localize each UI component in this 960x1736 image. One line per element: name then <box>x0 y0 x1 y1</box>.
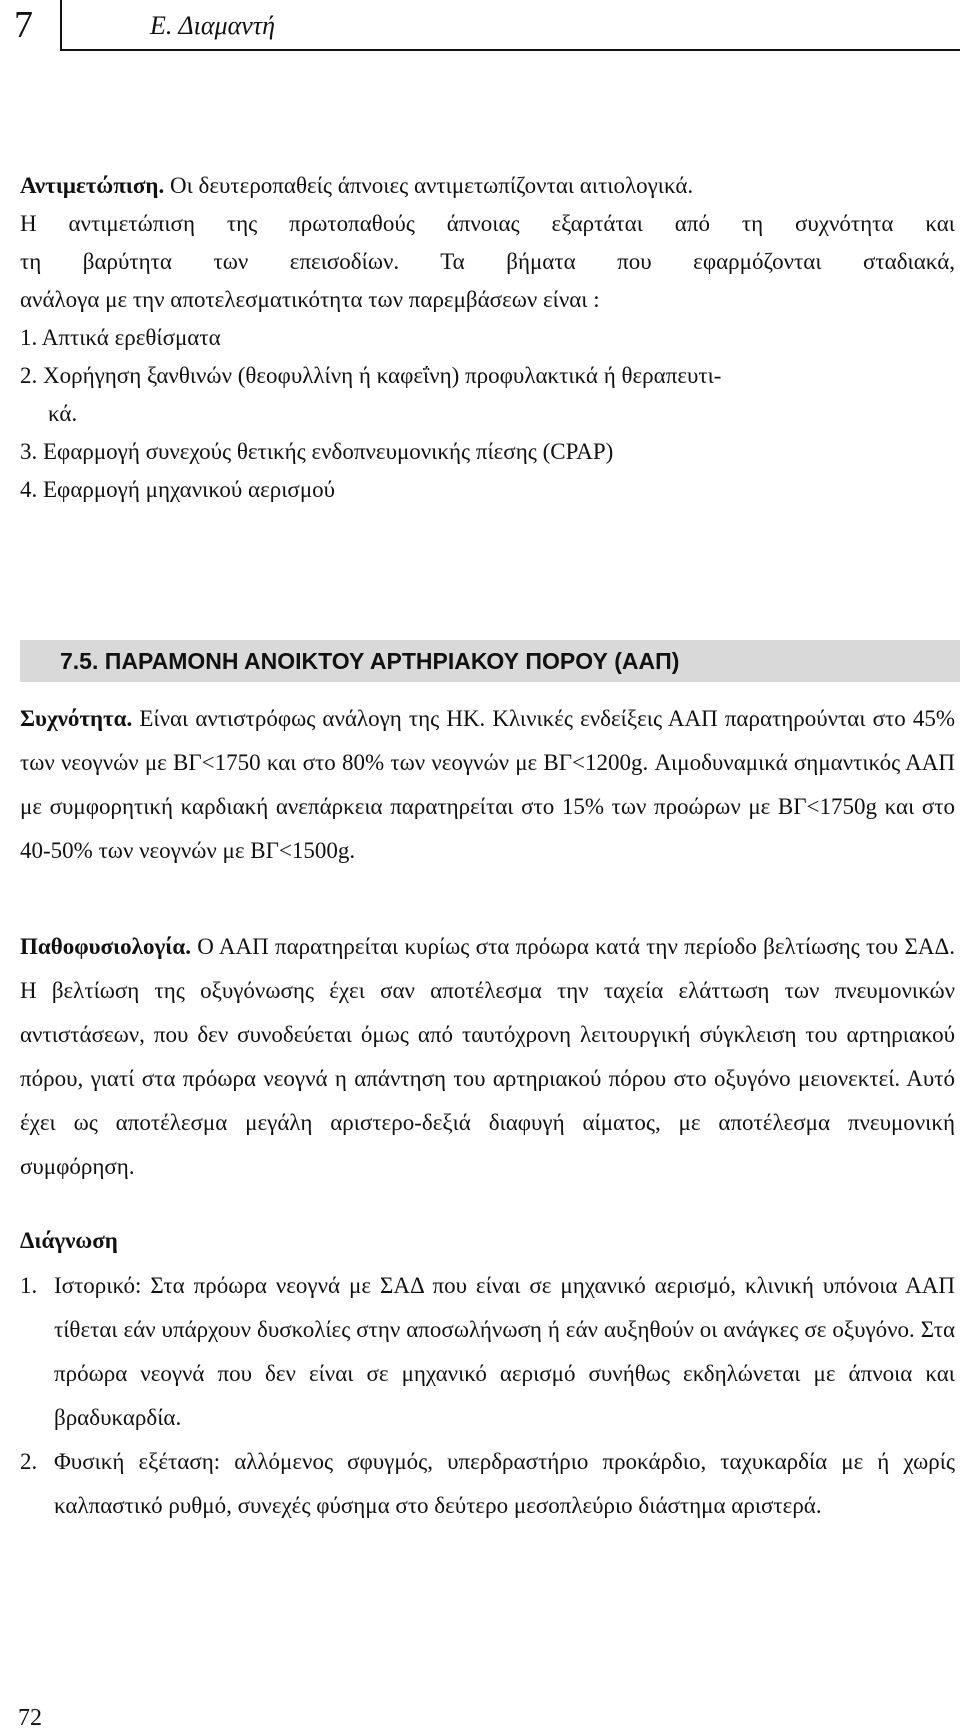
author-name: Ε. Διαμαντή <box>150 11 275 40</box>
chapter-number: 7 <box>14 4 33 46</box>
treatment-line-1: Αντιμετώπιση. Οι δευτεροπαθείς άπνοιες αντιμετωπίζονται αιτιολογικά. <box>20 173 694 198</box>
section-title: ΠΑΡΑΜΟΝΗ ΑΝΟΙΚΤΟΥ ΑΡΤΗΡΙΑΚΟΥ ΠΟΡΟΥ (ΑΑΠ) <box>104 648 680 674</box>
diagnosis-section <box>20 1264 955 1528</box>
diagnosis-heading: Διάγνωση <box>20 1228 118 1253</box>
frequency-text: Είναι αντιστρόφως ανάλογη της ΗΚ. Κλινικές ενδείξεις ΑΑΠ παρατηρούνται στο 45% των νεογνών με ΒΓ<1750 και στο 80% των νεογνών με ΒΓ<1200g. Αιμοδυναμικά σημαντικός ΑΑΠ με συμφορητική καρδιακή ανεπάρκεια παρατηρείται στο 15% των προώρων με ΒΓ<1750g και στο 40-50% των νεογνών με ΒΓ<1500g. <box>20 706 956 863</box>
frequency-paragraph <box>20 697 955 873</box>
treatment-step: 1. Απτικά ερεθίσματα <box>20 325 221 350</box>
treatment-line-3: τη βαρύτητα των επεισοδίων. Τα βήματα που εφαρμόζονται σταδιακά, <box>20 249 955 274</box>
page-number: 72 <box>18 1705 42 1731</box>
pathophysiology-text: Ο ΑΑΠ παρατηρείται κυρίως στα πρόωρα κατά την περίοδο βελτίωσης του ΣΑΔ. Η βελτίωση της οξυγόνωσης έχει σαν αποτέλεσμα την ταχεία ελάττωση των πνευμονικών αντιστάσεων, που δεν συνοδεύεται όμως από ταυτόχρονη λειτουργική σύγκλειση του αρτηριακού πόρου, γιατί στα πρόωρα νεογνά η απάντηση του αρτηριακού πόρου στο οξυγόνο μειονεκτεί. Αυτό έχει ως αποτέλεσμα μεγάλη αριστερο-δεξιά διαφυγή αίματος, με αποτέλεσμα πνευμονική συμφόρηση. <box>20 934 956 1179</box>
header-horizontal-rule <box>60 49 960 51</box>
treatment-step: 3. Εφαρμογή συνεχούς θετικής ενδοπνευμονικής πίεσης (CPAP) <box>20 439 614 464</box>
header-vertical-rule <box>60 0 62 50</box>
diagnosis-list <box>20 1264 955 1528</box>
treatment-step-continuation: κά. <box>48 401 78 426</box>
treatment-step: 4. Εφαρμογή μηχανικού αερισμού <box>20 477 336 502</box>
list-marker: 2. <box>20 1449 38 1474</box>
pathophysiology-label: Παθοφυσιολογία. <box>20 934 191 959</box>
list-marker: 1. <box>20 1273 38 1298</box>
treatment-label: Αντιμετώπιση. <box>20 173 165 198</box>
treatment-line-4: ανάλογα με την αποτελεσματικότητα των παρεμβάσεων είναι : <box>20 287 600 312</box>
section-heading <box>20 640 960 682</box>
diagnosis-item-text: Ιστορικό: Στα πρόωρα νεογνά με ΣΑΔ που είναι σε μηχανικό αερισμό, κλινική υπόνοια ΑΑΠ τίθεται εάν υπάρχουν δυσκολίες στην αποσωλήνωση ή εάν αυξηθούν οι ανάγκες σε οξυγόνο. Στα πρόωρα νεογνά που δεν είναι σε μηχανικό αερισμό συνήθως εκδηλώνεται με άπνοια και βραδυκαρδία. <box>54 1273 955 1430</box>
diagnosis-item <box>20 1264 955 1440</box>
section-number: 7.5. <box>60 648 99 674</box>
diagnosis-item <box>20 1440 955 1528</box>
running-header <box>0 0 960 50</box>
treatment-steps-list <box>20 319 955 509</box>
pathophysiology-paragraph <box>20 925 955 1189</box>
treatment-paragraph <box>20 167 955 509</box>
treatment-step: 2. Χορήγηση ξανθινών (θεοφυλλίνη ή καφεΐνη) προφυλακτικά ή θεραπευτι- <box>20 363 722 388</box>
frequency-label: Συχνότητα. <box>20 706 133 731</box>
treatment-line-2: Η αντιμετώπιση της πρωτοπαθούς άπνοιας εξαρτάται από τη συχνότητα και <box>20 211 955 236</box>
diagnosis-item-text: Φυσική εξέταση: αλλόμενος σφυγμός, υπερδραστήριο προκάρδιο, ταχυκαρδία με ή χωρίς καλπαστικό ρυθμό, συνεχές φύσημα στο δεύτερο μεσοπλεύριο διάστημα αριστερά. <box>54 1449 955 1518</box>
